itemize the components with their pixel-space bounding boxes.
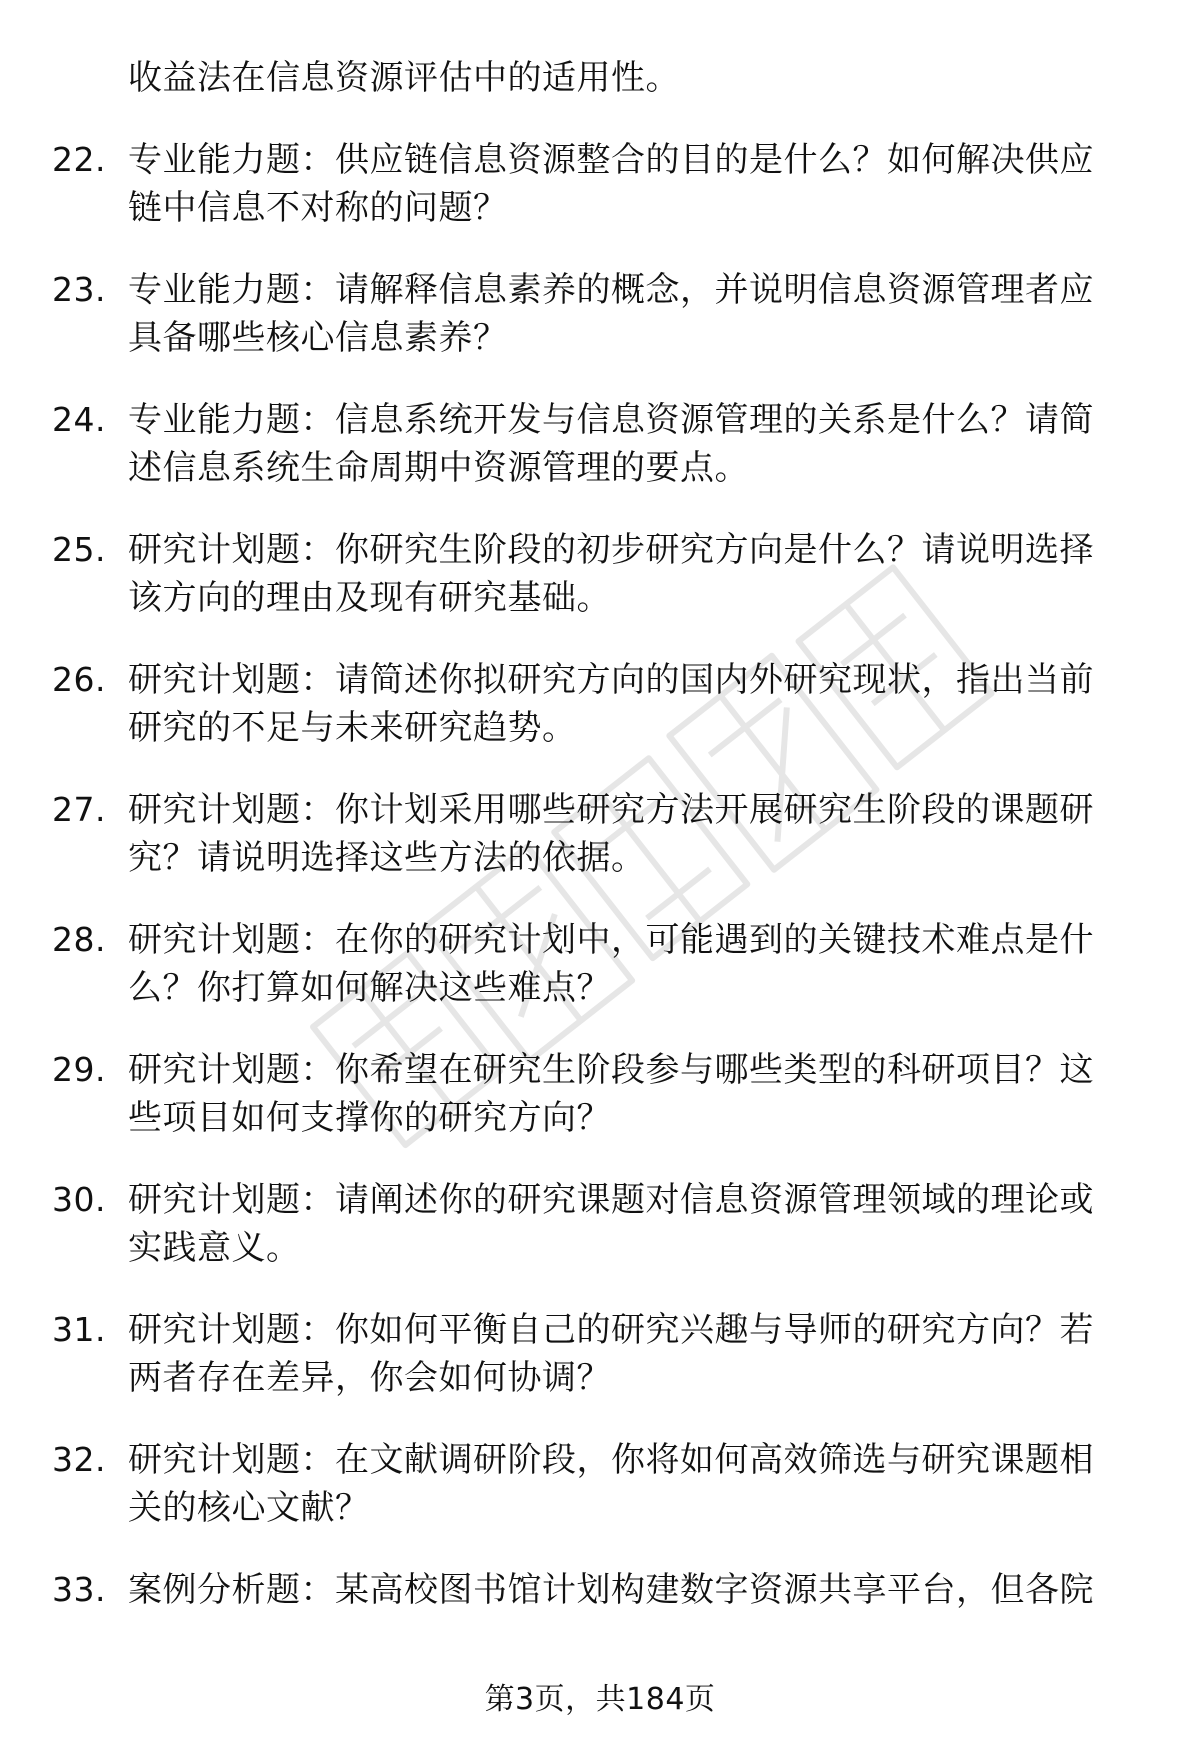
item-text bbox=[128, 1436, 1138, 1532]
item-number: 27. bbox=[52, 790, 106, 829]
question-list bbox=[0, 54, 1200, 1614]
item-line-1: 专业能力题：信息系统开发与信息资源管理的关系是什么？请简 bbox=[128, 400, 1094, 440]
item-line-1: 研究计划题：你如何平衡自己的研究兴趣与导师的研究方向？若 bbox=[128, 1310, 1094, 1350]
item-number: 31. bbox=[52, 1310, 106, 1349]
item-text bbox=[128, 1176, 1138, 1272]
list-item bbox=[0, 1436, 1200, 1532]
item-number: 24. bbox=[52, 400, 106, 439]
item-text bbox=[128, 136, 1138, 232]
list-item bbox=[0, 1566, 1200, 1614]
item-line-2: 些项目如何支撑你的研究方向？ bbox=[128, 1098, 611, 1138]
item-line-1: 研究计划题：你研究生阶段的初步研究方向是什么？请说明选择 bbox=[128, 530, 1094, 570]
list-item bbox=[0, 1176, 1200, 1272]
item-line-1: 专业能力题：请解释信息素养的概念，并说明信息资源管理者应 bbox=[128, 270, 1094, 310]
page-footer: 第3页，共184页 bbox=[484, 1682, 716, 1717]
item-text bbox=[128, 396, 1138, 492]
item-text bbox=[128, 656, 1138, 752]
item-text bbox=[128, 1566, 1138, 1614]
list-item bbox=[0, 266, 1200, 362]
item-line-1: 研究计划题：请阐述你的研究课题对信息资源管理领域的理论或 bbox=[128, 1180, 1094, 1220]
list-item bbox=[0, 1306, 1200, 1402]
item-text bbox=[128, 1306, 1138, 1402]
item-line-1: 研究计划题：在文献调研阶段，你将如何高效筛选与研究课题相 bbox=[128, 1440, 1094, 1480]
item-line-1: 研究计划题：请简述你拟研究方向的国内外研究现状，指出当前 bbox=[128, 660, 1094, 700]
item-number: 25. bbox=[52, 530, 106, 569]
list-item bbox=[0, 786, 1200, 882]
item-number: 33. bbox=[52, 1570, 106, 1609]
list-item bbox=[0, 526, 1200, 622]
item-number: 26. bbox=[52, 660, 106, 699]
list-item bbox=[0, 916, 1200, 1012]
item-line-2: 链中信息不对称的问题？ bbox=[128, 188, 508, 228]
item-number: 23. bbox=[52, 270, 106, 309]
item-text bbox=[128, 526, 1138, 622]
item-line-2: 具备哪些核心信息素养？ bbox=[128, 318, 508, 358]
item-line-2: 究？请说明选择这些方法的依据。 bbox=[128, 838, 646, 878]
item-line-2: 关的核心文献？ bbox=[128, 1488, 370, 1528]
item-text bbox=[128, 266, 1138, 362]
item-number: 28. bbox=[52, 920, 106, 959]
item-text bbox=[128, 916, 1138, 1012]
item-line-1: 专业能力题：供应链信息资源整合的目的是什么？如何解决供应 bbox=[128, 140, 1094, 180]
item-line-1: 研究计划题：你计划采用哪些研究方法开展研究生阶段的课题研 bbox=[128, 790, 1094, 830]
item-number: 29. bbox=[52, 1050, 106, 1089]
item-line-2: 么？你打算如何解决这些难点？ bbox=[128, 968, 611, 1008]
list-item bbox=[0, 656, 1200, 752]
list-item bbox=[0, 1046, 1200, 1142]
item-line-1: 案例分析题：某高校图书馆计划构建数字资源共享平台，但各院 bbox=[128, 1570, 1094, 1610]
item-line-2: 研究的不足与未来研究趋势。 bbox=[128, 708, 577, 748]
item-text bbox=[128, 786, 1138, 882]
item-number: 32. bbox=[52, 1440, 106, 1479]
item-line-2: 述信息系统生命周期中资源管理的要点。 bbox=[128, 448, 749, 488]
item-line-2: 两者存在差异，你会如何协调？ bbox=[128, 1358, 611, 1398]
item-line-2: 该方向的理由及现有研究基础。 bbox=[128, 578, 611, 618]
item-line-2: 实践意义。 bbox=[128, 1228, 301, 1268]
item-number: 30. bbox=[52, 1180, 106, 1219]
item-line-1: 研究计划题：在你的研究计划中，可能遇到的关键技术难点是什 bbox=[128, 920, 1094, 960]
list-item bbox=[0, 136, 1200, 232]
item-number: 22. bbox=[52, 140, 106, 179]
item-line-1: 研究计划题：你希望在研究生阶段参与哪些类型的科研项目？这 bbox=[128, 1050, 1094, 1090]
list-item bbox=[0, 396, 1200, 492]
continued-line: 收益法在信息资源评估中的适用性。 bbox=[128, 58, 680, 98]
item-text bbox=[128, 1046, 1138, 1142]
